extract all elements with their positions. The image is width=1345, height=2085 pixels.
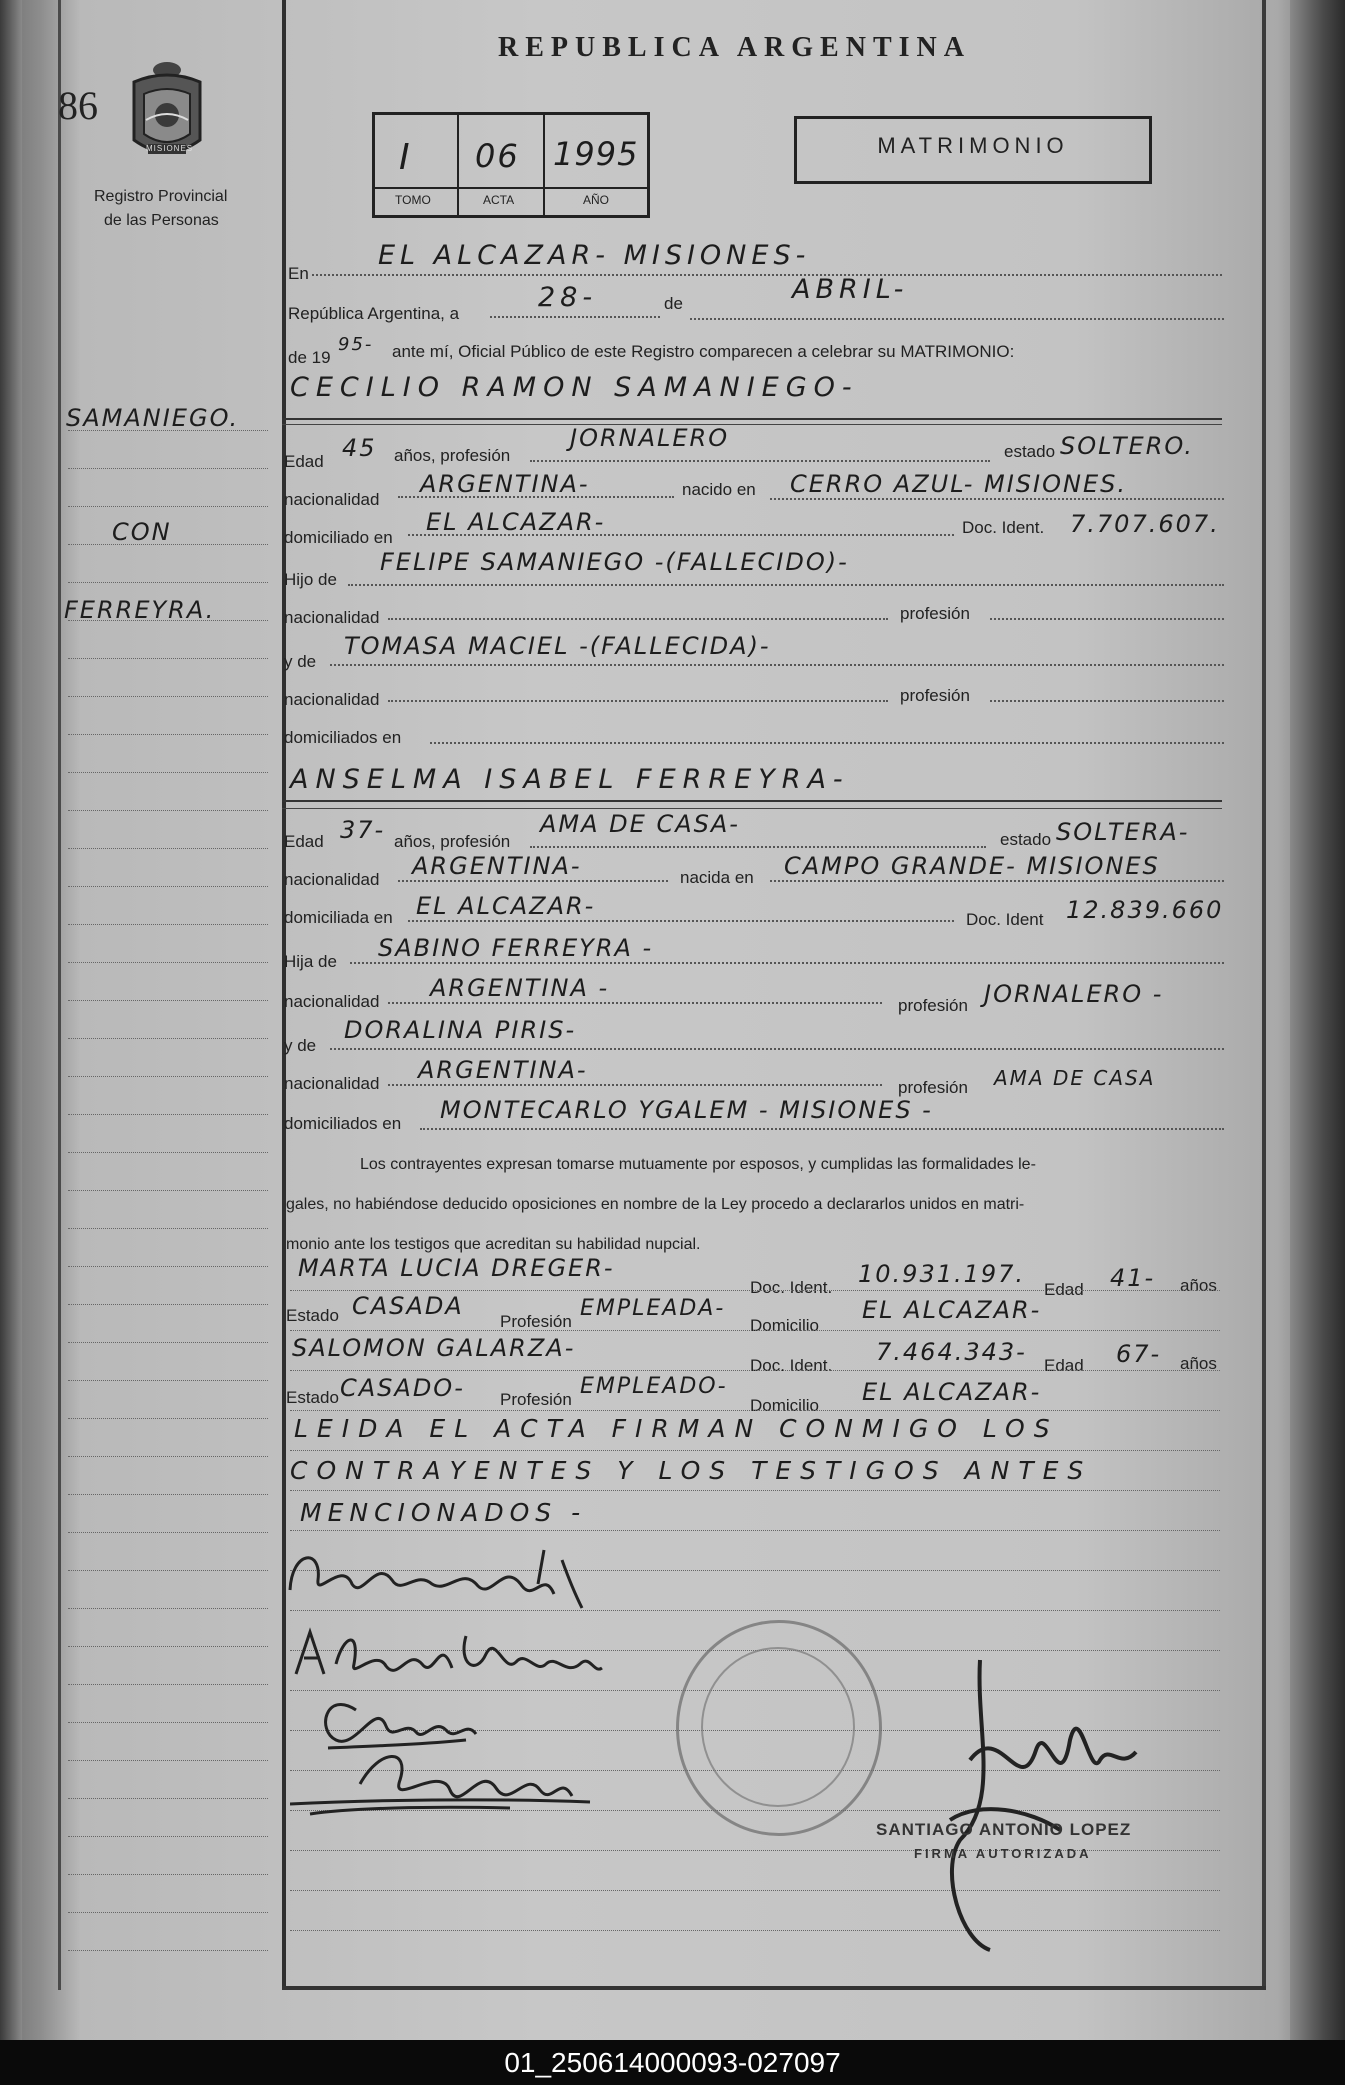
margin-ruled-line	[68, 1190, 268, 1191]
margin-ruled-line	[68, 1038, 268, 1039]
tomo-label: TOMO	[395, 193, 431, 207]
bride-nationality-line	[398, 880, 668, 882]
groom-age: 45	[342, 434, 377, 462]
margin-ruled-line	[68, 1646, 268, 1647]
place-value: EL ALCAZAR- MISIONES-	[378, 240, 811, 271]
closing-line2: CONTRAYENTES Y LOS TESTIGOS ANTES	[290, 1456, 1093, 1485]
margin-ruled-line	[68, 1114, 268, 1115]
act-type-box	[794, 116, 1152, 184]
margin-ruled-line	[68, 848, 268, 849]
margin-ruled-line	[68, 1000, 268, 1001]
bride-yde-label: y de	[284, 1036, 317, 1055]
groom-mother: TOMASA MACIEL -(FALLECIDA)-	[344, 632, 771, 660]
left-margin-rule	[58, 0, 61, 1990]
margin-ruled-line	[68, 1950, 268, 1951]
witness2-estado-label: Estado	[286, 1388, 339, 1407]
groom-profession-line	[530, 460, 990, 462]
bride-civil-status: SOLTERA-	[1056, 818, 1190, 846]
bride-mother-nat-line	[388, 1084, 882, 1086]
official-stamp-name: SANTIAGO ANTONIO LOPEZ	[876, 1820, 1132, 1839]
bride-nac-label2: nacionalidad	[284, 992, 380, 1011]
country-title: REPUBLICA ARGENTINA	[498, 32, 971, 63]
bride-estado-label: estado	[1000, 830, 1052, 849]
witness2-edad-label: Edad	[1044, 1356, 1084, 1375]
declaration-line1: Los contrayentes expresan tomarse mutuamente por esposos, y cumplidas las formalidades le-	[360, 1156, 1036, 1173]
groom-birthplace: CERRO AZUL- MISIONES.	[790, 470, 1127, 498]
bride-domicile-line	[408, 920, 954, 922]
signature-official	[940, 1640, 1140, 1960]
bride-nac-label3: nacionalidad	[284, 1074, 380, 1093]
registry-line2: de las Personas	[104, 212, 219, 229]
de19-label: de 19	[288, 348, 331, 367]
bride-name-rule2	[282, 808, 1222, 809]
body-ruled-line	[290, 1410, 1220, 1411]
body-ruled-line	[290, 1290, 1220, 1291]
official-stamp-title: FIRMA AUTORIZADA	[914, 1846, 1092, 1861]
witness2-name: SALOMON GALARZA-	[292, 1334, 576, 1362]
groom-domiciliados-label: domiciliados en	[284, 728, 402, 747]
groom-domiciliado-label: domiciliado en	[284, 528, 393, 547]
margin-ruled-line	[68, 1076, 268, 1077]
groom-nac-label2: nacionalidad	[284, 608, 380, 627]
groom-prof-label3: profesión	[900, 686, 970, 705]
bride-domiciliados-label: domiciliados en	[284, 1114, 402, 1133]
witness2-profession: EMPLEADO-	[580, 1374, 728, 1399]
margin-ruled-line	[68, 1798, 268, 1799]
seal-label: MISIONES	[146, 144, 194, 153]
margin-name2: FERREYRA.	[64, 596, 216, 624]
margin-ruled-line	[68, 772, 268, 773]
body-ruled-line	[290, 1450, 1220, 1451]
margin-ruled-line	[68, 1722, 268, 1723]
margin-ruled-line	[68, 1836, 268, 1837]
margin-ruled-line	[68, 924, 268, 925]
bride-mother: DORALINA PIRIS-	[344, 1016, 577, 1044]
margin-ruled-line	[68, 1228, 268, 1229]
box-divider-2	[543, 115, 545, 215]
bride-father-line	[350, 962, 1224, 964]
bride-parents-domicile: MONTECARLO YGALEM - MISIONES -	[440, 1096, 933, 1124]
margin-ruled-line	[68, 696, 268, 697]
groom-anos-profesion-label: años, profesión	[394, 446, 511, 465]
bride-mother-nationality: ARGENTINA-	[418, 1056, 588, 1084]
witness2-doc: 7.464.343-	[876, 1338, 1027, 1366]
bride-anos-profesion-label: años, profesión	[394, 832, 511, 851]
tomo-value: I	[399, 137, 415, 178]
image-id: 01_250614000093-027097	[504, 2047, 841, 2078]
ano-label: AÑO	[583, 193, 610, 207]
margin-ruled-line	[68, 620, 268, 621]
month-value: ABRIL-	[792, 274, 909, 305]
place-line	[312, 274, 1222, 276]
margin-ruled-line	[68, 1266, 268, 1267]
de-label: de	[664, 294, 683, 313]
groom-mother-nat-line	[388, 700, 888, 702]
groom-nacido-label: nacido en	[682, 480, 756, 499]
groom-nacionalidad-label: nacionalidad	[284, 490, 380, 509]
groom-civil-status: SOLTERO.	[1060, 432, 1194, 460]
margin-ruled-line	[68, 1570, 268, 1571]
signature-groom	[282, 1540, 622, 1610]
groom-profession: JORNALERO	[570, 424, 730, 452]
margin-ruled-line	[68, 1532, 268, 1533]
groom-yde-label: y de	[284, 652, 317, 671]
acta-value: 06	[475, 137, 520, 175]
margin-ruled-line	[68, 962, 268, 963]
bride-prof-label3: profesión	[898, 1078, 968, 1097]
groom-parents-domicile-line	[430, 742, 1224, 744]
margin-ruled-line	[68, 886, 268, 887]
margin-con: CON	[112, 518, 172, 546]
month-line	[690, 318, 1224, 320]
witness1-status: CASADA	[352, 1292, 464, 1320]
bride-father: SABINO FERREYRA -	[378, 934, 654, 962]
witness2-domicile: EL ALCAZAR-	[862, 1378, 1042, 1406]
margin-ruled-line	[68, 1380, 268, 1381]
groom-name: CECILIO RAMON SAMANIEGO-	[290, 372, 859, 403]
margin-ruled-line	[68, 1456, 268, 1457]
bride-name-rule	[282, 800, 1222, 802]
margin-ruled-line	[68, 810, 268, 811]
body-ruled-line	[290, 1330, 1220, 1331]
witness1-edad-label: Edad	[1044, 1280, 1084, 1299]
groom-edad-label: Edad	[284, 452, 324, 471]
groom-hijo-label: Hijo de	[284, 570, 337, 589]
closing-line3: MENCIONADOS -	[300, 1498, 587, 1527]
body-ruled-line	[290, 1610, 1220, 1611]
closing-line1: LEIDA EL ACTA FIRMAN CONMIGO LOS	[294, 1414, 1059, 1443]
witness2-profesion-label: Profesión	[500, 1390, 572, 1409]
groom-doc-label: Doc. Ident.	[962, 518, 1045, 537]
binding-shadow	[0, 0, 22, 2040]
bride-father-nat-line	[388, 1002, 882, 1004]
witness1-doc-label: Doc. Ident.	[750, 1278, 833, 1297]
registry-line1: Registro Provincial	[94, 188, 228, 205]
margin-ruled-line	[68, 1608, 268, 1609]
groom-name-rule	[282, 418, 1222, 420]
official-seal-icon	[676, 1620, 882, 1836]
bride-prof-label2: profesión	[898, 996, 968, 1015]
official-seal-inner	[701, 1647, 855, 1807]
groom-doc: 7.707.607.	[1070, 510, 1220, 538]
bride-mother-profession: AMA DE CASA	[994, 1066, 1156, 1090]
margin-name1: SAMANIEGO.	[66, 404, 240, 432]
margin-ruled-line	[68, 1912, 268, 1913]
groom-name-rule2	[282, 424, 1222, 425]
margin-ruled-line	[68, 1760, 268, 1761]
bride-nacida-label: nacida en	[680, 868, 754, 887]
republica-label: República Argentina, a	[288, 304, 460, 323]
bride-nationality: ARGENTINA-	[412, 852, 582, 880]
acta-label: ACTA	[483, 193, 515, 207]
bride-doc: 12.839.660	[1066, 896, 1224, 924]
margin-ruled-line	[68, 1494, 268, 1495]
bride-name: ANSELMA ISABEL FERREYRA-	[290, 764, 850, 795]
groom-father: FELIPE SAMANIEGO -(FALLECIDO)-	[380, 548, 849, 576]
bride-doc-label: Doc. Ident	[966, 910, 1044, 929]
witness1-profesion-label: Profesión	[500, 1312, 572, 1331]
bride-birthplace: CAMPO GRANDE- MISIONES	[784, 852, 1160, 880]
witness1-anos-label: años	[1180, 1276, 1217, 1295]
witness1-domicilio-label: Domicilio	[750, 1316, 819, 1335]
en-label: En	[288, 264, 309, 283]
margin-ruled-line	[68, 658, 268, 659]
registry-number-box	[372, 112, 650, 218]
signature-witness2	[290, 1744, 610, 1824]
bottom-rule	[282, 1986, 1266, 1990]
witness1-name: MARTA LUCIA DREGER-	[298, 1254, 615, 1282]
margin-ruled-line	[68, 1418, 268, 1419]
groom-prof-label2: profesión	[900, 604, 970, 623]
bride-hija-label: Hija de	[284, 952, 337, 971]
witness2-doc-label: Doc. Ident.	[750, 1356, 833, 1375]
body-ruled-line	[290, 1530, 1220, 1531]
witness2-age: 67-	[1116, 1340, 1162, 1368]
bride-father-nationality: ARGENTINA -	[430, 974, 610, 1002]
groom-nac-label3: nacionalidad	[284, 690, 380, 709]
page-number: 86	[58, 83, 98, 128]
day-value: 28-	[538, 282, 598, 313]
year-suffix: 95-	[338, 334, 374, 355]
bride-father-profession: JORNALERO -	[984, 980, 1164, 1008]
day-line	[490, 316, 660, 318]
declaration-line3: monio ante los testigos que acreditan su habilidad nupcial.	[286, 1236, 701, 1253]
body-ruled-line	[290, 1370, 1220, 1371]
margin-ruled-line	[68, 734, 268, 735]
groom-father-line	[348, 584, 1224, 586]
witness1-profession: EMPLEADA-	[580, 1296, 726, 1321]
witness2-domicilio-label: Domicilio	[750, 1396, 819, 1415]
bride-profession: AMA DE CASA-	[540, 810, 740, 838]
box-divider-h	[375, 187, 647, 189]
margin-ruled-line	[68, 468, 268, 469]
witness1-estado-label: Estado	[286, 1306, 339, 1325]
body-ruled-line	[290, 1490, 1220, 1491]
act-type-label: MATRIMONIO	[877, 133, 1069, 158]
margin-ruled-line	[68, 506, 268, 507]
bride-profession-line	[530, 846, 986, 848]
witness1-age: 41-	[1110, 1264, 1156, 1292]
witness1-domicile: EL ALCAZAR-	[862, 1296, 1042, 1324]
ano-value: 1995	[553, 135, 639, 173]
bride-parents-domicile-line	[420, 1128, 1224, 1130]
margin-ruled-line	[68, 1684, 268, 1685]
groom-nationality: ARGENTINA-	[420, 470, 590, 498]
intro-statement: ante mí, Oficial Público de este Registro comparecen a celebrar su MATRIMONIO:	[392, 342, 1015, 361]
box-divider-1	[457, 115, 459, 215]
groom-father-nat-line	[388, 618, 888, 620]
witness2-status: CASADO-	[340, 1374, 465, 1402]
margin-ruled-line	[68, 430, 268, 431]
witness1-doc: 10.931.197.	[858, 1260, 1026, 1288]
margin-ruled-line	[68, 1152, 268, 1153]
right-page-edge	[1290, 0, 1345, 2040]
image-id-bar	[0, 2040, 1345, 2085]
bride-domiciliada-label: domiciliada en	[284, 908, 393, 927]
groom-father-prof-line	[990, 618, 1224, 620]
bride-mother-line	[330, 1048, 1224, 1050]
bride-birthplace-line	[770, 880, 1224, 882]
margin-ruled-line	[68, 1874, 268, 1875]
groom-domicile: EL ALCAZAR-	[426, 508, 606, 536]
groom-estado-label: estado	[1004, 442, 1056, 461]
groom-mother-prof-line	[990, 700, 1224, 702]
groom-birthplace-line	[770, 498, 1224, 500]
bride-edad-label: Edad	[284, 832, 324, 851]
signature-bride	[290, 1624, 610, 1684]
margin-ruled-line	[68, 1342, 268, 1343]
right-vertical-rule	[1262, 0, 1266, 1990]
margin-ruled-line	[68, 582, 268, 583]
bride-age: 37-	[340, 816, 386, 844]
groom-mother-line	[330, 664, 1224, 666]
witness2-anos-label: años	[1180, 1354, 1217, 1373]
declaration-line2: gales, no habiéndose deducido oposiciones en nombre de la Ley procedo a declararlos unidos en matri-	[286, 1196, 1025, 1213]
margin-ruled-line	[68, 1304, 268, 1305]
bride-domicile: EL ALCAZAR-	[416, 892, 596, 920]
bride-nacionalidad-label: nacionalidad	[284, 870, 380, 889]
margin-ruled-line	[68, 544, 268, 545]
